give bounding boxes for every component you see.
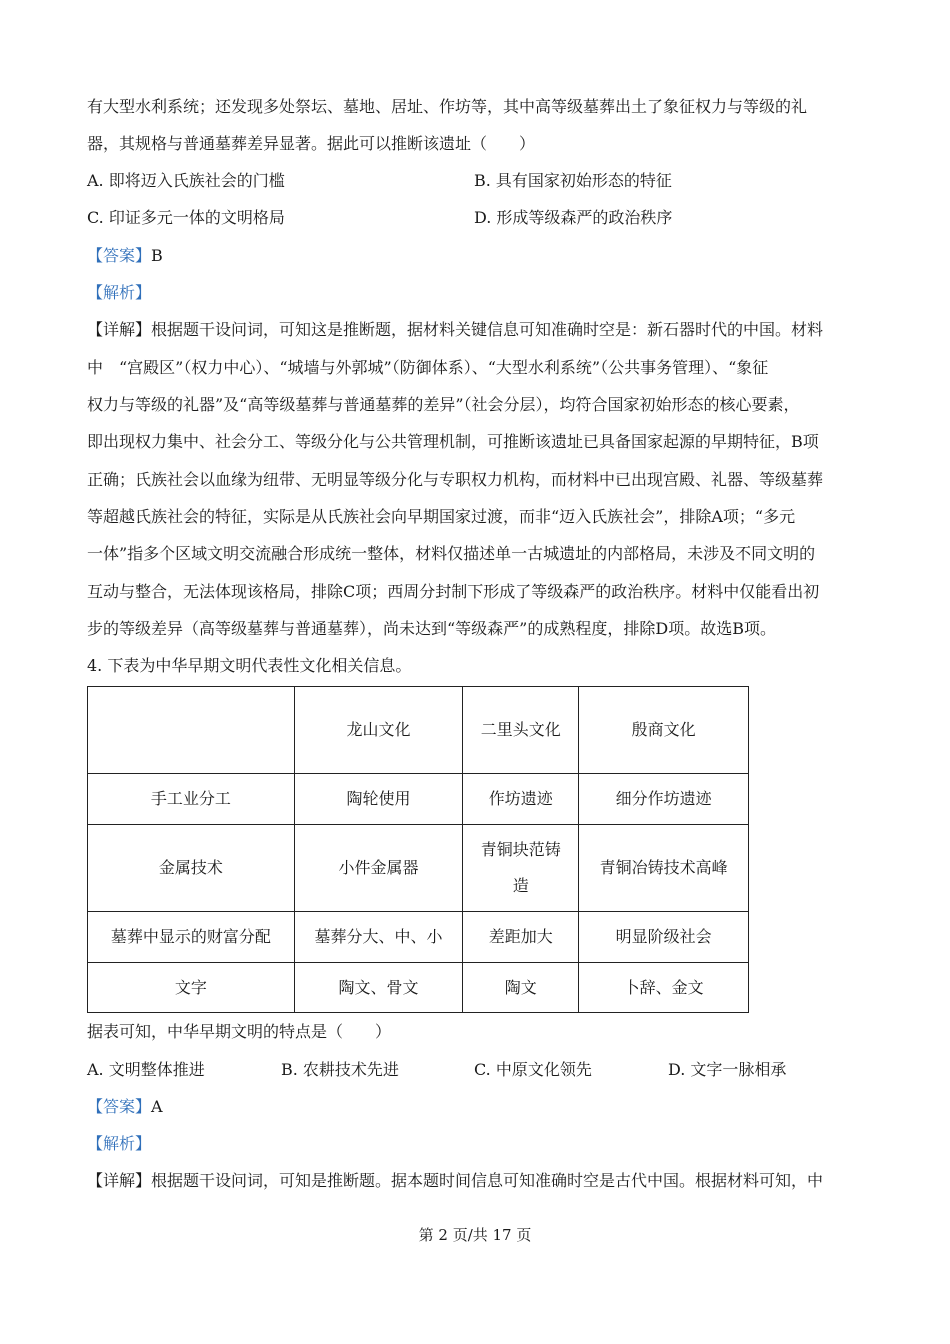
table-header-cell: 龙山文化: [294, 687, 463, 774]
q4-question: 据表可知，中华早期文明的特点是（ ）: [87, 1022, 392, 1041]
q3-option-c: C. 印证多元一体的文明格局: [87, 208, 285, 227]
table-cell: 陶文: [463, 963, 579, 1013]
q3-option-a: A. 即将迈入氏族社会的门槛: [87, 171, 285, 190]
table-row: [88, 774, 749, 825]
answer-tag: 【答案】: [87, 246, 152, 265]
q3-option-d: D. 形成等级森严的政治秩序: [474, 208, 673, 227]
table-cell: 明显阶级社会: [579, 912, 749, 963]
table-cell: 墓葬分大、中、小: [294, 912, 463, 963]
q3-detail-line: 中 “宫殿区”（权力中心）、“城墙与外郭城”（防御体系）、“大型水利系统”（公共事务管理）、“象征: [87, 358, 769, 377]
answer-value: A: [151, 1097, 163, 1116]
page-footer: 第 2 页/共 17 页: [418, 1226, 532, 1244]
q3-detail-line: 即出现权力集中、社会分工、等级分化与公共管理机制，可推断该遗址已具备国家起源的早期特征，B项: [87, 432, 819, 451]
q3-stem-line1: 有大型水利系统；还发现多处祭坛、墓地、居址、作坊等，其中高等级墓葬出土了象征权力与等级的礼: [87, 97, 808, 116]
table-cell: 青铜冶铸技术高峰: [579, 825, 749, 912]
table-cell: 细分作坊遗迹: [579, 774, 749, 825]
table-cell: 卜辞、金文: [579, 963, 749, 1013]
culture-table: [87, 686, 749, 1013]
q3-detail-line: 等超越氏族社会的特征，实际是从氏族社会向早期国家过渡，而非“迈入氏族社会”，排除A项；“多元: [87, 507, 796, 526]
table-cell: 青铜块范铸造: [463, 825, 579, 912]
detail-text: 根据题干设问词，可知是推断题。据本题时间信息可知准确时空是古代中国。根据材料可知，中: [151, 1171, 824, 1190]
table-cell: 文字: [88, 963, 295, 1013]
table-header-cell: 二里头文化: [463, 687, 579, 774]
q3-stem-line2: 器，其规格与普通墓葬差异显著。据此可以推断该遗址（ ）: [87, 134, 536, 153]
table-corner-cell: [88, 687, 295, 774]
table-header-row: [88, 687, 749, 774]
table-cell: 陶轮使用: [294, 774, 463, 825]
q4-analysis-tag: 【解析】: [87, 1134, 152, 1153]
q4-option-d: D. 文字一脉相承: [668, 1060, 787, 1079]
q4-stem: 4. 下表为中华早期文明代表性文化相关信息。: [87, 656, 412, 675]
table-cell: 差距加大: [463, 912, 579, 963]
q3-detail-line: 正确；氏族社会以血缘为纽带、无明显等级分化与专职权力机构，而材料中已出现宫殿、礼器、等级墓葬: [87, 470, 824, 489]
q3-detail-line: 互动与整合，无法体现该格局，排除C项；西周分封制下形成了等级森严的政治秩序。材料中仅能看出初: [87, 582, 820, 601]
table-cell: 作坊遗迹: [463, 774, 579, 825]
answer-tag: 【答案】: [87, 1097, 152, 1116]
q4-answer: [87, 1097, 163, 1117]
table-cell: 金属技术: [88, 825, 295, 912]
q4-option-a: A. 文明整体推进: [87, 1060, 205, 1079]
table-row: [88, 963, 749, 1013]
q4-detail-line: [87, 1171, 823, 1191]
q3-answer: [87, 246, 163, 266]
table-header-cell: 殷商文化: [579, 687, 749, 774]
q3-detail-line: [87, 320, 823, 340]
table-cell: 墓葬中显示的财富分配: [88, 912, 295, 963]
table-cell: 手工业分工: [88, 774, 295, 825]
detail-tag: 【详解】: [87, 320, 152, 339]
table-cell: 小件金属器: [294, 825, 463, 912]
q3-option-b: B. 具有国家初始形态的特征: [474, 171, 672, 190]
table-row: [88, 912, 749, 963]
q3-analysis-tag: 【解析】: [87, 283, 152, 302]
q3-detail-line: 步的等级差异（高等级墓葬与普通墓葬），尚未达到“等级森严”的成熟程度，排除D项。故选B项。: [87, 619, 776, 638]
q3-detail-line: 权力与等级的礼器”及“高等级墓葬与普通墓葬的差异”（社会分层），均符合国家初始形态的核心要素，: [87, 395, 800, 414]
table-cell: 陶文、骨文: [294, 963, 463, 1013]
table-row: [88, 825, 749, 912]
q4-option-c: C. 中原文化领先: [474, 1060, 592, 1079]
q3-detail-line: 一体”指多个区域文明交流融合形成统一整体，材料仅描述单一古城遗址的内部格局，未涉及不同文明的: [87, 544, 816, 563]
q4-option-b: B. 农耕技术先进: [281, 1060, 399, 1079]
detail-text: 根据题干设问词，可知这是推断题，据材料关键信息可知准确时空是：新石器时代的中国。材料: [151, 320, 824, 339]
detail-tag: 【详解】: [87, 1171, 152, 1190]
answer-value: B: [151, 246, 163, 265]
